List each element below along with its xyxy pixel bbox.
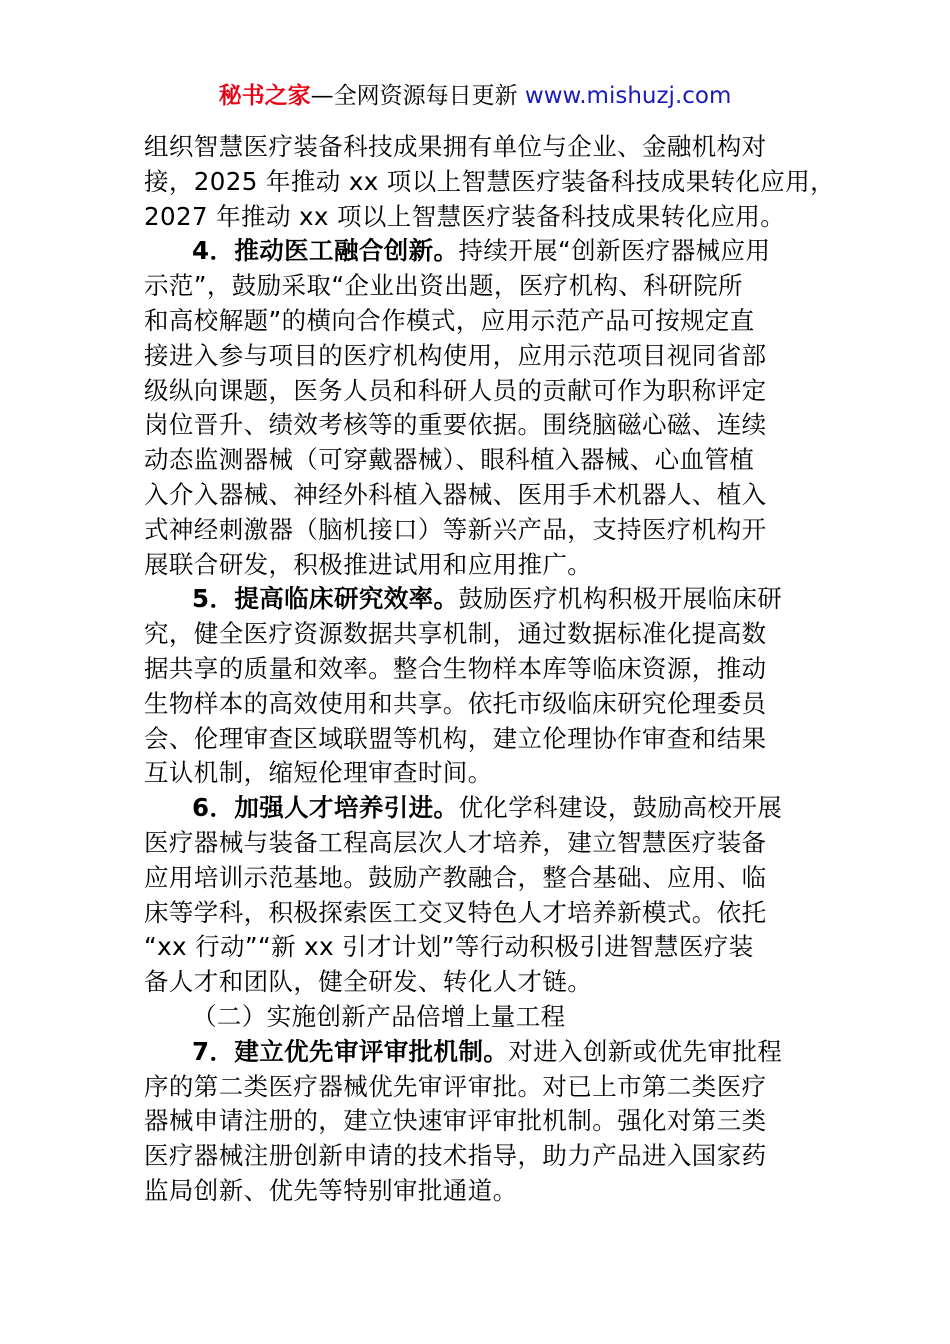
- body-text-line: [144, 478, 809, 513]
- body-text-line: [144, 826, 809, 861]
- body-text-line: [144, 896, 809, 931]
- line-text: 对进入创新或优先审批程: [508, 1036, 783, 1066]
- line-text: 备人才和团队，健全研发、转化人才链。: [144, 967, 593, 997]
- line-text: 鼓励医疗机构积极开展临床研: [458, 584, 783, 614]
- line-text: 器械申请注册的，建立快速审评审批机制。强化对第三类: [144, 1106, 767, 1136]
- line-text: 动态监测器械（可穿戴器械）、眼科植入器械、心血管植: [144, 445, 755, 475]
- body-text-line: [144, 617, 809, 652]
- section-heading-line: [144, 791, 809, 826]
- line-text: 展联合研发，积极推进试用和应用推广。: [144, 549, 593, 579]
- line-text: 入介入器械、神经外科植入器械、医用手术机器人、植入: [144, 479, 767, 509]
- body-text-line: [144, 165, 836, 200]
- body-text-line: [144, 1000, 809, 1035]
- line-text: 接进入参与项目的医疗机构使用，应用示范项目视同省部: [144, 340, 767, 370]
- body-text-line: [144, 304, 809, 339]
- section-heading-line: [144, 1035, 809, 1070]
- body-text-line: [144, 548, 809, 583]
- line-text: 接，2025 年推动 xx 项以上智慧医疗装备科技成果转化应用，: [144, 166, 836, 196]
- page-header: [0, 80, 950, 112]
- line-text: 床等学科，积极探索医工交叉特色人才培养新模式。依托: [144, 897, 767, 927]
- line-text: 序的第二类医疗器械优先审评审批。对已上市第二类医疗: [144, 1071, 767, 1101]
- line-text: 生物样本的高效使用和共享。依托市级临床研究伦理委员: [144, 688, 767, 718]
- line-text: （二）实施创新产品倍增上量工程: [192, 1001, 566, 1031]
- line-text: “xx 行动”“新 xx 引才计划”等行动积极引进智慧医疗装: [144, 932, 754, 962]
- body-text-line: [144, 1104, 809, 1139]
- body-text-line: [144, 130, 809, 165]
- line-text: 岗位晋升、绩效考核等的重要依据。围绕脑磁心磁、连续: [144, 410, 767, 440]
- line-text: 究，健全医疗资源数据共享机制，通过数据标准化提高数: [144, 619, 767, 649]
- line-text: 优化学科建设，鼓励高校开展: [458, 793, 783, 823]
- body-text-line: [144, 930, 809, 965]
- site-url-link[interactable]: www.mishuzj.com: [524, 83, 732, 109]
- body-text-line: [144, 269, 809, 304]
- section-heading: 6．加强人才培养引进。: [192, 793, 459, 823]
- section-heading-line: [144, 234, 809, 269]
- line-text: 监局创新、优先等特别审批通道。: [144, 1175, 518, 1205]
- body-text-line: [144, 1174, 809, 1209]
- section-heading: 5．提高临床研究效率。: [192, 584, 459, 614]
- body-text-line: [144, 861, 809, 896]
- body-text-line: [144, 513, 809, 548]
- line-text: 医疗器械注册创新申请的技术指导，助力产品进入国家药: [144, 1141, 767, 1171]
- line-text: 据共享的质量和效率。整合生物样本库等临床资源，推动: [144, 653, 767, 683]
- body-text-line: [144, 200, 809, 235]
- section-heading: 7．建立优先审评审批机制。: [192, 1036, 509, 1066]
- line-text: 会、伦理审查区域联盟等机构，建立伦理协作审查和结果: [144, 723, 767, 753]
- line-text: 和高校解题”的横向合作模式，应用示范产品可按规定直: [144, 305, 755, 335]
- section-heading: 4．推动医工融合创新。: [192, 236, 459, 266]
- section-heading-line: [144, 582, 809, 617]
- body-text-line: [144, 408, 809, 443]
- line-text: 示范”，鼓励采取“企业出资出题，医疗机构、科研院所: [144, 271, 743, 301]
- body-text-line: [144, 374, 809, 409]
- line-text: 医疗器械与装备工程高层次人才培养，建立智慧医疗装备: [144, 827, 767, 857]
- body-text-line: [144, 965, 809, 1000]
- line-text: 组织智慧医疗装备科技成果拥有单位与企业、金融机构对: [144, 132, 767, 161]
- line-text: 应用培训示范基地。鼓励产教融合，整合基础、应用、临: [144, 862, 767, 892]
- body-text-line: [144, 1070, 809, 1105]
- line-text: 级纵向课题，医务人员和科研人员的贡献可作为职称评定: [144, 375, 767, 405]
- body-text-line: [144, 652, 809, 687]
- body-text-line: [144, 443, 809, 478]
- body-text-line: [144, 1139, 809, 1174]
- line-text: 式神经刺激器（脑机接口）等新兴产品，支持医疗机构开: [144, 514, 767, 544]
- body-text-line: [144, 687, 809, 722]
- line-text: 2027 年推动 xx 项以上智慧医疗装备科技成果转化应用。: [144, 201, 786, 231]
- body-text-line: [144, 339, 809, 374]
- body-text-line: [144, 722, 809, 757]
- body-text-line: [144, 756, 809, 791]
- brand-name: 秘书之家: [218, 83, 311, 109]
- line-text: 持续开展“创新医疗器械应用: [458, 236, 771, 266]
- document-body: [144, 130, 836, 1209]
- line-text: 互认机制，缩短伦理审查时间。: [144, 758, 493, 788]
- header-tagline: —全网资源每日更新: [310, 83, 518, 109]
